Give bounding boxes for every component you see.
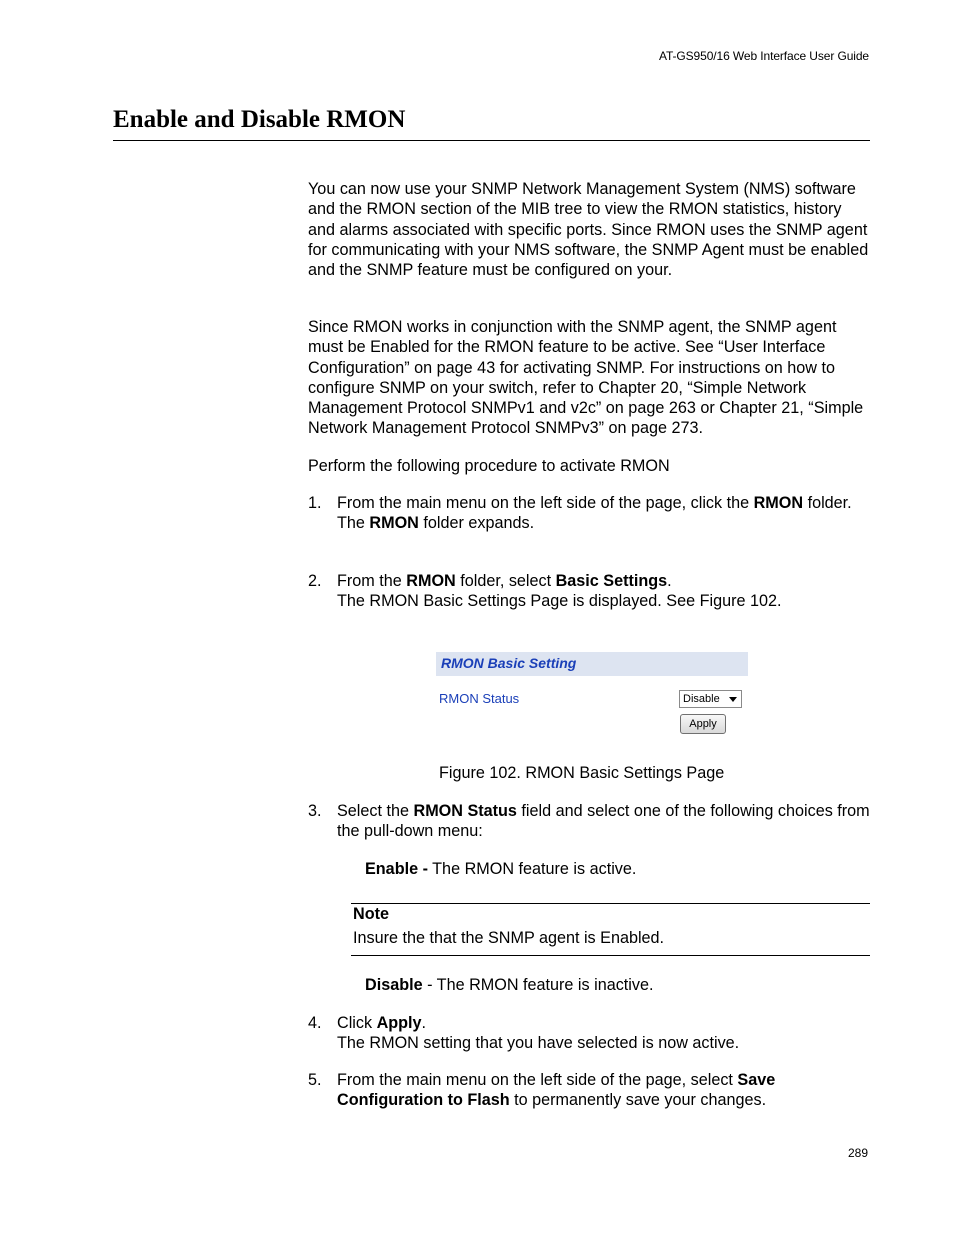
step-3-number: 3. — [308, 802, 322, 820]
note-bottom-rule — [351, 955, 870, 956]
figure-caption: Figure 102. RMON Basic Settings Page — [439, 764, 725, 782]
rmon-status-select-value: Disable — [683, 693, 720, 705]
step-2-text: From the RMON folder, select Basic Settings. The RMON Basic Settings Page is displayed. See Figure 102. — [337, 572, 782, 611]
intro-paragraph-3: Perform the following procedure to activate RMON — [308, 457, 670, 475]
rmon-status-select[interactable] — [679, 690, 742, 708]
step-5-number: 5. — [308, 1071, 322, 1089]
note-text: Insure the that the SNMP agent is Enabled. — [353, 929, 665, 947]
rmon-status-label: RMON Status — [439, 691, 520, 706]
step-1-text: From the main menu on the left side of the page, click the RMON folder. The RMON folder expands. — [337, 494, 852, 533]
step-4-text: Click Apply. The RMON setting that you have selected is now active. — [337, 1014, 740, 1053]
running-header: AT-GS950/16 Web Interface User Guide — [658, 49, 869, 63]
step-5-text: From the main menu on the left side of the page, select Save Configuration to Flash to permanently save your changes. — [337, 1071, 776, 1110]
note-title: Note — [353, 905, 389, 923]
choice-enable: Enable - The RMON feature is active. — [365, 860, 637, 878]
choice-disable: Disable - The RMON feature is inactive. — [365, 976, 654, 994]
figure-title: RMON Basic Setting — [441, 655, 577, 671]
step-1-number: 1. — [308, 494, 322, 512]
step-2-number: 2. — [308, 572, 322, 590]
step-3-text: Select the RMON Status field and select one of the following choices from the pull-down menu: — [337, 802, 870, 841]
title-divider — [113, 140, 870, 141]
apply-button[interactable]: Apply — [680, 714, 726, 734]
chevron-down-icon — [729, 697, 737, 702]
intro-paragraph-2: Since RMON works in conjunction with the SNMP agent, the SNMP agent must be Enabled for the RMON feature to be active. See “User Interface Configuration” on page 43 for activating SNMP. For instructions on how to configure SNMP on your switch, refer to Chapter 20, “Simple Network Management Protocol SNMPv1 and v2c” on page 263 or Chapter 21, “Simple Network Management Protocol SNMPv3” on page 273. — [308, 318, 864, 438]
note-top-rule — [351, 903, 870, 904]
section-title: Enable and Disable RMON — [113, 106, 406, 133]
step-4-number: 4. — [308, 1014, 322, 1032]
page-number: 289 — [847, 1146, 868, 1160]
intro-paragraph-1: You can now use your SNMP Network Management System (NMS) software and the RMON section of the MIB tree to view the RMON statistics, history and alarms associated with specific ports. Since RMON uses the SNMP agent for communicating with your NMS software, the SNMP Agent must be enabled and the SNMP feature must be configured on your. — [308, 180, 869, 280]
